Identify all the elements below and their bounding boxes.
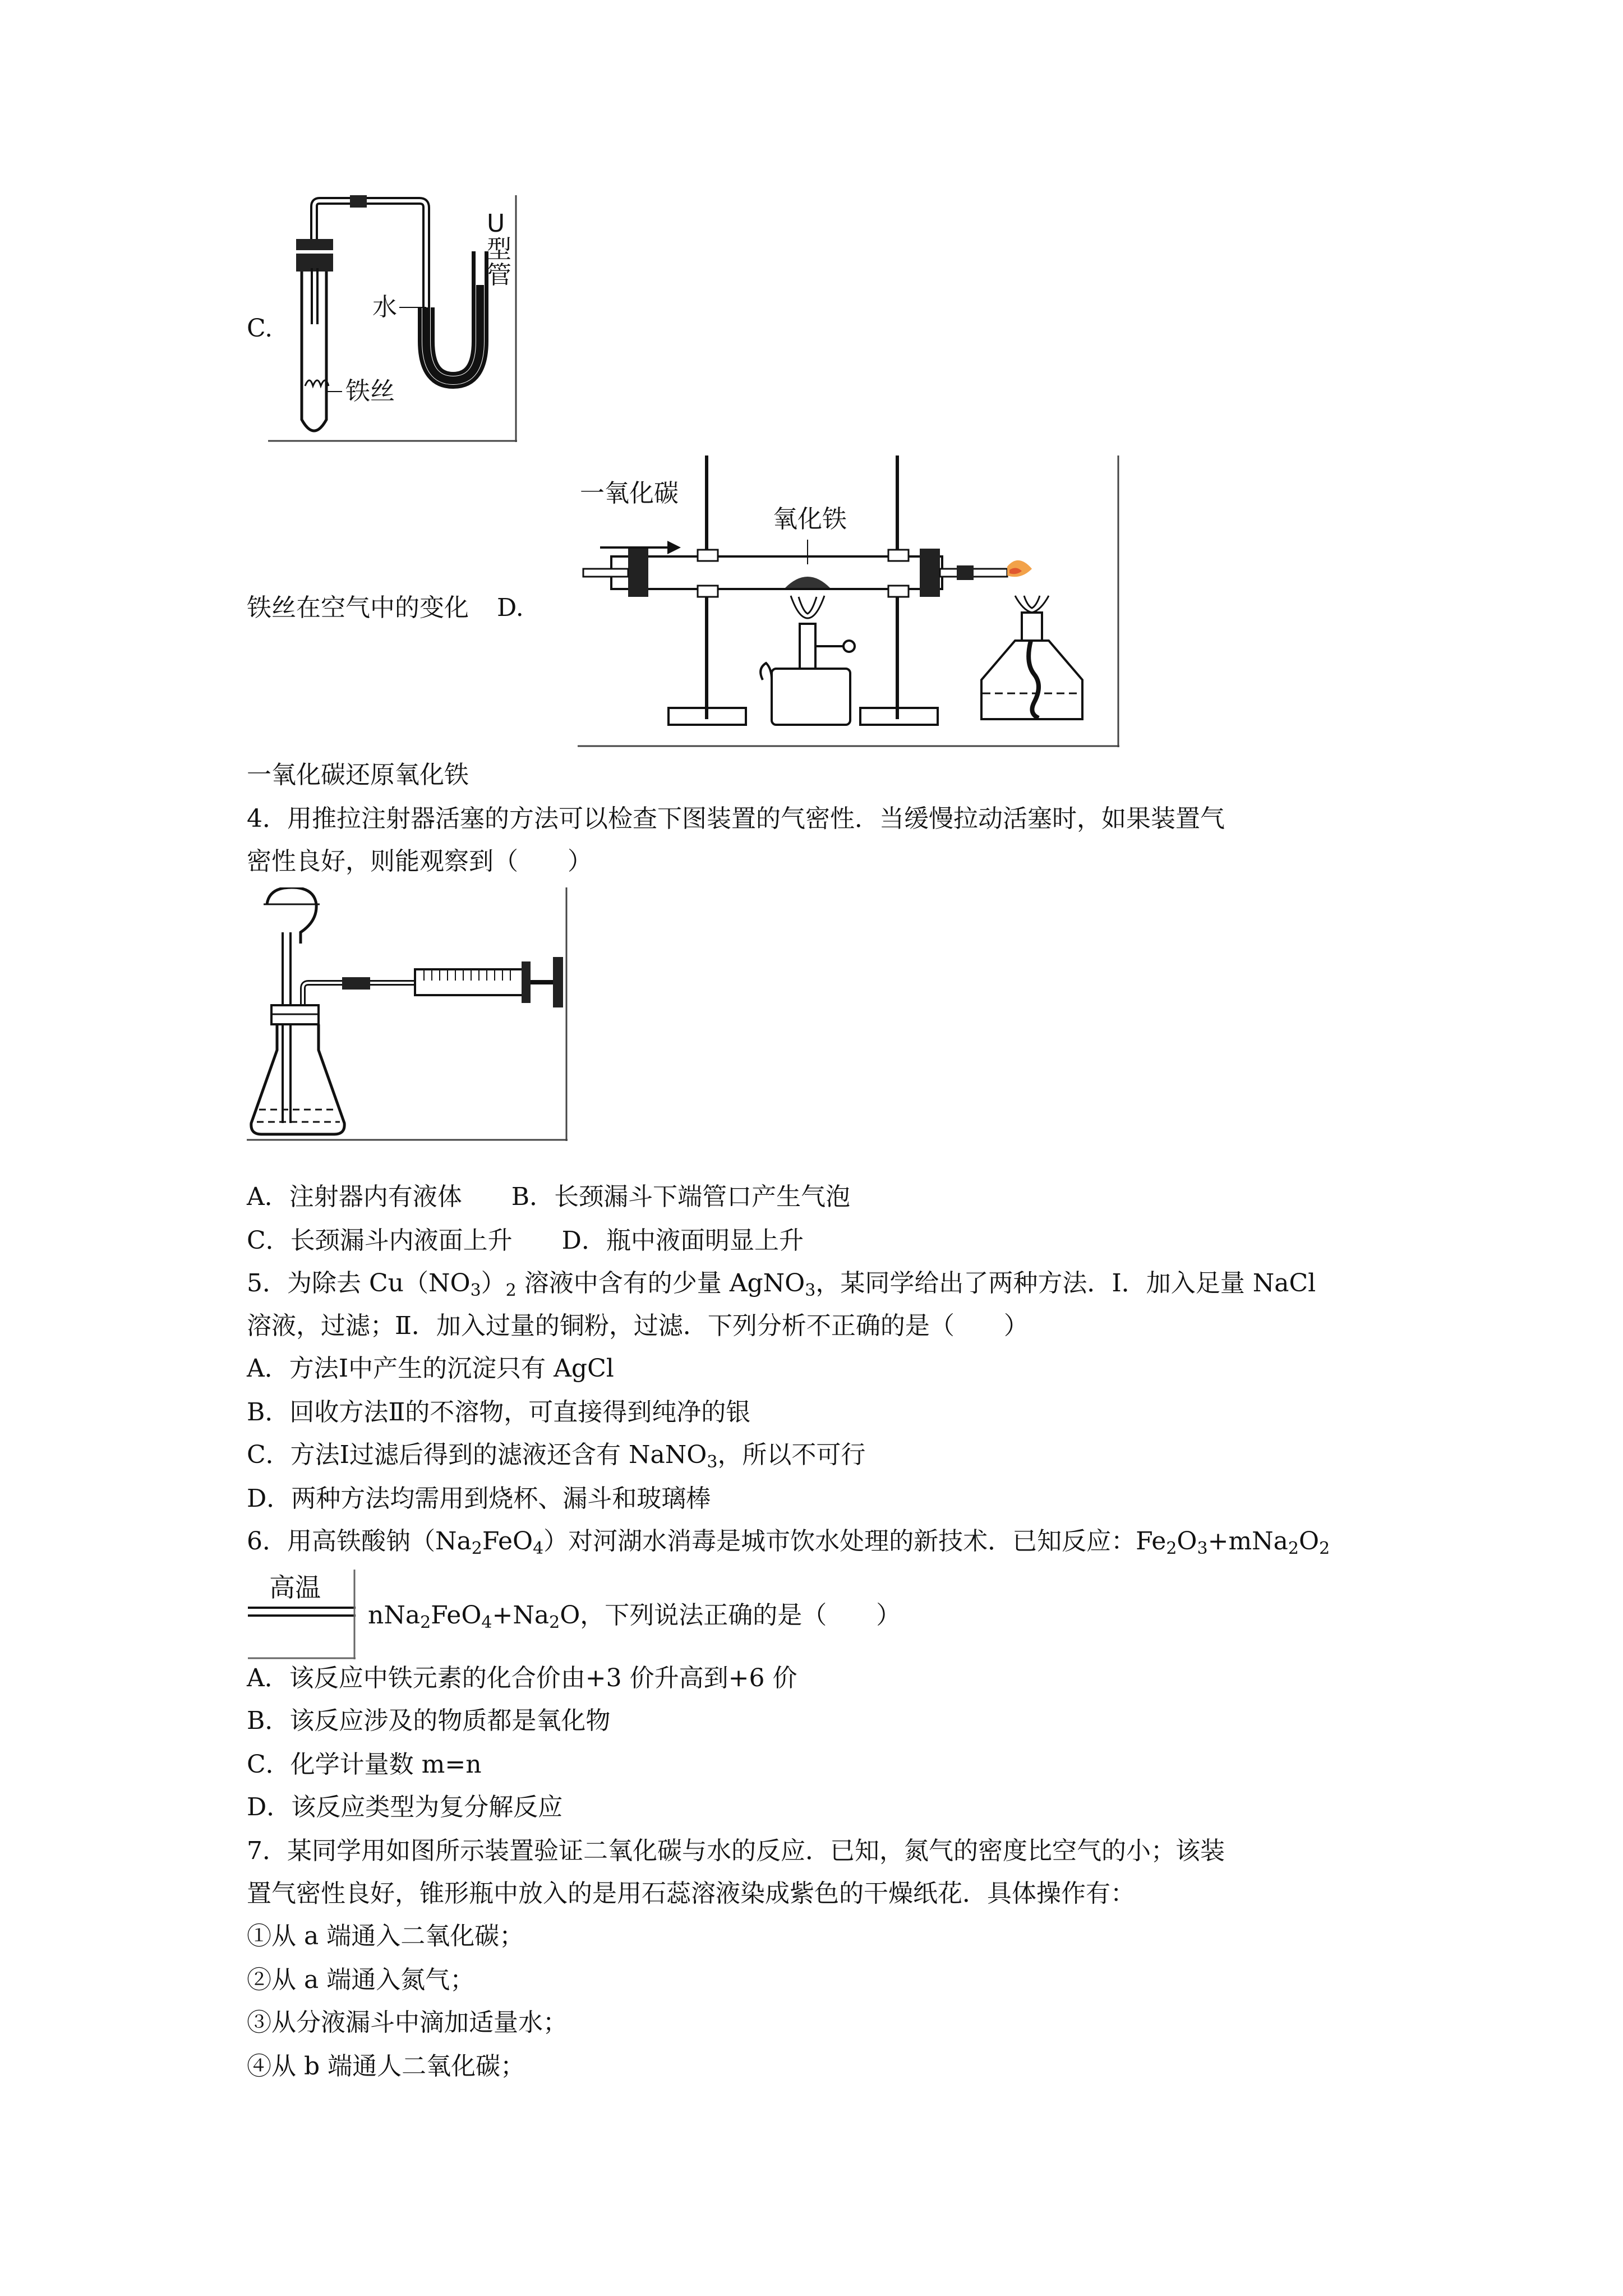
q6-option-b: B．该反应涉及的物质都是氧化物 <box>247 1706 611 1735</box>
option-c-marker: C. <box>247 314 273 343</box>
q7-step-2: ②从 a 端通入氮气； <box>247 1966 475 1994</box>
reaction-condition-box <box>248 1570 356 1659</box>
q4-stem-line2: 密性良好，则能观察到（ ） <box>247 847 592 876</box>
q7-step-3: ③从分液漏斗中滴加适量水； <box>247 2008 568 2037</box>
q7-stem-line2: 置气密性良好，锥形瓶中放入的是用石蕊溶液染成紫色的干燥纸花．具体操作有： <box>247 1879 1135 1908</box>
q4-options-line2: C．长颈漏斗内液面上升 D．瓶中液面明显上升 <box>247 1226 804 1255</box>
option-d-marker: D. <box>497 593 524 622</box>
water-label: 水 <box>372 293 397 321</box>
option-d-caption: 一氧化碳还原氧化铁 <box>247 761 469 789</box>
figure-co-reduces-iron-oxide <box>578 455 1119 747</box>
iron-wire-label: 铁丝 <box>345 377 395 406</box>
figure-u-tube-iron-wire <box>268 195 517 442</box>
q6-stem-line2: $nNa_2FeO_4+Na_2O$，下列说法正确的是（ ） <box>368 1601 901 1632</box>
q4-stem-line1: 4．用推拉注射器活塞的方法可以检查下图装置的气密性．当缓慢拉动活塞时，如果装置气 <box>247 804 1225 833</box>
option-c-caption: 铁丝在空气中的变化 <box>247 593 469 622</box>
u-tube-label: U型管 <box>487 209 511 289</box>
q6-option-d: D．该反应类型为复分解反应 <box>247 1793 563 1821</box>
reaction-condition-label: 高温 <box>269 1572 321 1603</box>
q7-stem-line1: 7．某同学用如图所示装置验证二氧化碳与水的反应．已知，氮气的密度比空气的小；该装 <box>247 1837 1225 1865</box>
figure-syringe-airtightness <box>247 887 568 1141</box>
q5-stem-line2: 溶液，过滤；Ⅱ．加入过量的铜粉，过滤．下列分析不正确的是（ ） <box>247 1312 1029 1340</box>
q7-step-1: ①从 a 端通入二氧化碳； <box>247 1922 524 1950</box>
q7-step-4: ④从 b 端通人二氧化碳； <box>247 2052 525 2081</box>
q6-option-a: A．该反应中铁元素的化合价由+3 价升高到+6 价 <box>247 1664 797 1692</box>
q5-option-a: A．方法Ⅰ中产生的沉淀只有 AgCl <box>247 1354 614 1383</box>
q5-option-b: B．回收方法Ⅱ的不溶物，可直接得到纯净的银 <box>247 1398 751 1427</box>
q6-option-c: C．化学计量数 m=n <box>247 1750 482 1779</box>
q4-options-line1: A．注射器内有液体 B．长颈漏斗下端管口产生气泡 <box>247 1182 851 1211</box>
iron-oxide-label: 氧化铁 <box>773 505 847 533</box>
co-label: 一氧化碳 <box>580 479 679 508</box>
q5-option-c: C．方法Ⅰ过滤后得到的滤液还含有 NaNO$_3$，所以不可行 <box>247 1441 866 1472</box>
q5-stem-line1: 5．为除去 $Cu(NO_3)_2$ 溶液中含有的少量 AgNO$_3$，某同学给出了两种方法．Ⅰ．加入足量 NaCl <box>247 1269 1316 1300</box>
q6-stem-line1: 6．用高铁酸钠$(Na_2FeO_4)$对河湖水消毒是城市饮水处理的新技术．已知反应：$Fe_2O_3+mNa_2O_2$ <box>247 1527 1330 1558</box>
q5-option-d: D．两种方法均需用到烧杯、漏斗和玻璃棒 <box>247 1484 711 1513</box>
